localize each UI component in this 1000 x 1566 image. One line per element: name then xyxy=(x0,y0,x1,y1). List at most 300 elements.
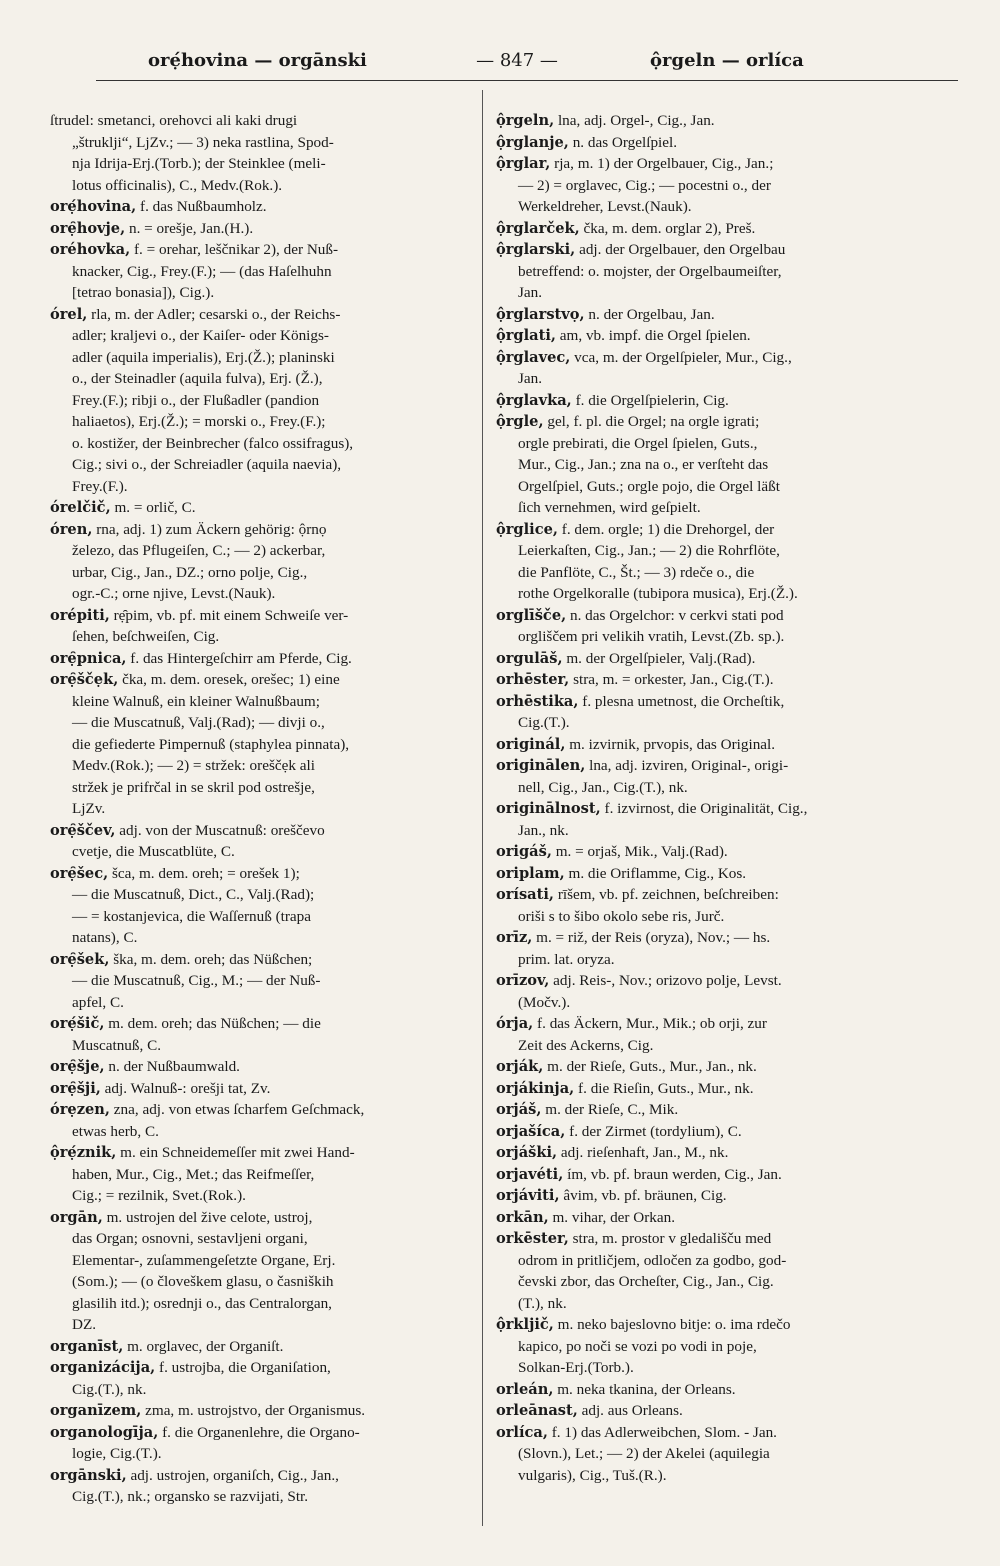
entry-line xyxy=(496,325,912,347)
entry-line xyxy=(496,196,912,218)
entry-text: f. das Hintergeſchirr am Pferde, Cig. xyxy=(126,649,352,667)
entry-text: železo, das Pflugeiſen, C.; — 2) ackerbar, xyxy=(72,542,326,559)
entry-text: Cig.(T.), nk. xyxy=(72,1380,147,1398)
entry-text: f. die Orgelſpielerin, Cig. xyxy=(571,391,729,409)
entry-line xyxy=(496,691,912,713)
entry-line xyxy=(50,132,470,154)
entry-headword: orjáviti, xyxy=(496,1187,560,1204)
entry-text: ſehen, beſchweiſen, Cig. xyxy=(72,628,220,645)
dictionary-entry xyxy=(50,1013,470,1056)
entry-text: čka, m. dem. oresek, orešec; 1) eine xyxy=(118,671,340,688)
entry-line xyxy=(50,1099,470,1121)
dictionary-entry xyxy=(496,1099,912,1121)
dictionary-entry xyxy=(50,669,470,820)
entry-text: šca, m. dem. oreh; = orešek 1); xyxy=(108,864,300,882)
entry-text: f. der Zirmet (tordylium), C. xyxy=(565,1122,742,1140)
entry-headword: orẹ̑šek, xyxy=(50,950,110,968)
entry-headword: oriplam, xyxy=(496,864,565,882)
dictionary-entry xyxy=(496,863,912,885)
dictionary-entry xyxy=(50,1422,470,1465)
entry-headword: orẹ̑šje, xyxy=(50,1058,105,1075)
entry-line xyxy=(496,261,912,283)
entry-text: (Močv.). xyxy=(518,993,571,1011)
entry-line xyxy=(496,454,912,476)
entry-headword: orẹ̑šji, xyxy=(50,1079,101,1097)
entry-text: adj. Walnuß-: orešji tat, Zv. xyxy=(100,1079,271,1097)
entry-line xyxy=(496,927,912,949)
entry-line xyxy=(496,562,912,584)
entry-text: Frey.(F.). xyxy=(72,477,128,495)
entry-headword: óren, xyxy=(50,520,93,538)
entry-text: čka, m. dem. orglar 2), Preš. xyxy=(579,219,756,237)
entry-text: adj. von der Muscatnuß: oreščevo xyxy=(115,821,325,839)
dictionary-entry xyxy=(496,325,912,347)
entry-line xyxy=(496,583,912,605)
entry-headword: ộrgeln, xyxy=(496,112,555,129)
entry-text: f. ustrojba, die Organiſation, xyxy=(155,1359,331,1376)
entry-line xyxy=(496,1056,912,1078)
dictionary-entry xyxy=(50,863,470,949)
dictionary-entry xyxy=(496,669,912,691)
entry-text: Cig.; = rezilnik, Svet.(Rok.). xyxy=(72,1187,246,1204)
dictionary-entry xyxy=(496,798,912,841)
entry-text: Orgelſpiel, Guts.; orgle pojo, die Orgel läßt xyxy=(518,477,780,495)
entry-line xyxy=(496,1443,912,1465)
dictionary-entry xyxy=(496,218,912,240)
entry-line xyxy=(496,304,912,326)
entry-text: etwas herb, C. xyxy=(72,1122,159,1140)
dictionary-entry xyxy=(496,755,912,798)
dictionary-entry xyxy=(496,927,912,970)
entry-headword: orjákinja, xyxy=(496,1079,575,1097)
entry-text: LjZv. xyxy=(72,800,106,817)
entry-text: Frey.(F.); ribji o., der Flußadler (pandion xyxy=(72,391,320,409)
entry-text: o. kostižer, der Beinbrecher (falco ossifragus), xyxy=(72,434,354,452)
dictionary-entry xyxy=(50,304,470,498)
entry-text: stra, m. prostor v gledališču med xyxy=(568,1230,772,1247)
entry-line xyxy=(496,841,912,863)
dictionary-entry xyxy=(496,1078,912,1100)
entry-line xyxy=(50,368,470,390)
entry-text: n. der Nußbaumwald. xyxy=(104,1058,240,1075)
entry-text: Medv.(Rok.); — 2) = stržek: oreščẹk ali xyxy=(72,757,315,774)
entry-line xyxy=(50,218,470,240)
entry-line xyxy=(50,1379,470,1401)
entry-line xyxy=(50,196,470,218)
entry-text: f. das Nußbaumholz. xyxy=(136,198,267,215)
entry-headword: orjáški, xyxy=(496,1144,558,1161)
entry-text: natans), C. xyxy=(72,929,138,946)
entry-headword: orgānski, xyxy=(50,1466,127,1484)
entry-line xyxy=(50,1271,470,1293)
dictionary-entry xyxy=(50,196,470,218)
entry-line xyxy=(496,1293,912,1315)
entry-headword: ộrglarski, xyxy=(496,241,576,258)
dictionary-entry xyxy=(50,605,470,648)
entry-text: logie, Cig.(T.). xyxy=(72,1445,162,1462)
entry-line xyxy=(50,949,470,971)
entry-text: Jan. xyxy=(518,284,543,301)
entry-line xyxy=(496,1250,912,1272)
entry-text: vulgaris), Cig., Tuš.(R.). xyxy=(518,1466,667,1484)
dictionary-entry xyxy=(496,1379,912,1401)
entry-headword: ộrglati, xyxy=(496,327,556,344)
entry-headword: organologīja, xyxy=(50,1423,159,1441)
entry-line xyxy=(50,669,470,691)
entry-line xyxy=(50,777,470,799)
entry-line xyxy=(496,1078,912,1100)
entry-line xyxy=(496,648,912,670)
dictionary-entry xyxy=(496,1056,912,1078)
entry-line xyxy=(50,1121,470,1143)
entry-headword: orhēstika, xyxy=(496,692,579,710)
entry-text: f. = orehar, leščnikar 2), der Nuß- xyxy=(130,241,339,258)
entry-text: m. der Rieſe, C., Mik. xyxy=(541,1101,679,1118)
entry-line xyxy=(496,540,912,562)
entry-line xyxy=(50,1207,470,1229)
entry-line xyxy=(50,1400,470,1422)
entry-text: m. der Rieſe, Guts., Mur., Jan., nk. xyxy=(543,1058,757,1075)
entry-line xyxy=(50,863,470,885)
entry-text: rna, adj. 1) zum Äckern gehörig: ộrnọ xyxy=(92,520,327,538)
entry-line xyxy=(50,884,470,906)
entry-line xyxy=(496,1099,912,1121)
entry-headword: orīzov, xyxy=(496,972,550,989)
dictionary-entry xyxy=(496,239,912,304)
entry-text: rla, m. der Adler; cesarski o., der Reichs- xyxy=(87,305,341,323)
entry-line xyxy=(50,304,470,326)
header-rule xyxy=(96,80,958,81)
entry-text: am, vb. impf. die Orgel ſpielen. xyxy=(556,327,751,344)
entry-text: n. der Orgelbau, Jan. xyxy=(584,305,715,323)
entry-headword: orẹ̑šec, xyxy=(50,864,109,882)
entry-headword: ộrglavka, xyxy=(496,391,572,409)
entry-line xyxy=(496,110,912,132)
entry-text: — die Muscatnuß, Cig., M.; — der Nuß- xyxy=(72,972,321,989)
dictionary-entry xyxy=(496,1314,912,1379)
entry-text: stržek je prifrčal in se skril pod ostrešje, xyxy=(72,778,315,796)
dictionary-entry xyxy=(496,304,912,326)
entry-headword: ộrglavec, xyxy=(496,348,571,366)
dictionary-entry xyxy=(496,132,912,154)
entry-line xyxy=(496,1035,912,1057)
entry-text: lna, adj. izviren, Original-, origi- xyxy=(585,757,789,774)
entry-line xyxy=(50,820,470,842)
entry-line xyxy=(496,1228,912,1250)
entry-line xyxy=(496,433,912,455)
entry-headword: organīzem, xyxy=(50,1402,142,1419)
entry-text: n. das Orgelchor: v cerkvi stati pod xyxy=(566,606,784,624)
entry-line xyxy=(496,884,912,906)
entry-line xyxy=(496,605,912,627)
entry-line xyxy=(496,519,912,541)
entry-line xyxy=(50,927,470,949)
entry-text: zna, adj. von etwas ſcharfem Geſchmack, xyxy=(109,1101,365,1118)
entry-headword: originál, xyxy=(496,735,566,753)
entry-text: ſtrudel: smetanci, orehovci ali kaki drugi xyxy=(50,112,298,129)
dictionary-entry xyxy=(496,734,912,756)
entry-text: lotus officinalis), C., Medv.(Rok.). xyxy=(72,176,283,194)
entry-headword: orépiti, xyxy=(50,606,110,624)
entry-line xyxy=(496,949,912,971)
entry-text: âvim, vb. pf. bräunen, Cig. xyxy=(559,1187,727,1204)
entry-text: m. izvirnik, prvopis, das Original. xyxy=(565,735,776,753)
entry-text: Jan., nk. xyxy=(518,821,569,839)
entry-text: orgliščem pri velikih vratih, Levst.(Zb. sp.). xyxy=(518,628,785,645)
entry-line xyxy=(50,1465,470,1487)
entry-headword: orísati, xyxy=(496,886,555,903)
entry-line xyxy=(50,992,470,1014)
entry-headword: orgulāš, xyxy=(496,649,563,667)
entry-headword: originālen, xyxy=(496,757,586,774)
entry-text: ím, vb. pf. braun werden, Cig., Jan. xyxy=(563,1165,782,1183)
dictionary-entry xyxy=(50,1207,470,1336)
entry-line xyxy=(50,347,470,369)
entry-line xyxy=(50,1228,470,1250)
entry-text: m. ein Schneidemeſſer mit zwei Hand- xyxy=(116,1144,355,1161)
entry-line xyxy=(496,239,912,261)
entry-line xyxy=(496,1121,912,1143)
entry-headword: ộrglar, xyxy=(496,155,551,172)
entry-text: urbar, Cig., Jan., DZ.; orno polje, Cig., xyxy=(72,563,308,581)
page-header xyxy=(50,44,960,78)
entry-headword: oréhovka, xyxy=(50,241,131,258)
entry-line xyxy=(50,1164,470,1186)
dictionary-entry xyxy=(50,110,470,196)
entry-text: prim. lat. oryza. xyxy=(518,950,615,968)
entry-headword: orlíca, xyxy=(496,1423,548,1441)
dictionary-entry xyxy=(50,239,470,304)
entry-text: Zeit des Ackerns, Cig. xyxy=(518,1036,654,1054)
dictionary-entry xyxy=(496,390,912,412)
entry-text: adler (aquila imperialis), Erj.(Ž.); planinski xyxy=(72,348,335,366)
entry-line xyxy=(50,1357,470,1379)
entry-line xyxy=(496,368,912,390)
entry-text: zma, m. ustrojstvo, der Organismus. xyxy=(141,1402,366,1419)
dictionary-entry xyxy=(496,519,912,605)
entry-line xyxy=(496,1164,912,1186)
entry-line xyxy=(50,153,470,175)
entry-line xyxy=(50,175,470,197)
entry-headword: orjašíca, xyxy=(496,1122,566,1140)
entry-text: oriši s to šibo okolo sebe ris, Jurč. xyxy=(518,907,725,925)
entry-line xyxy=(496,1271,912,1293)
entry-text: Solkan-Erj.(Torb.). xyxy=(518,1359,634,1376)
entry-text: Jan. xyxy=(518,370,543,387)
entry-text: gel, f. pl. die Orgel; na orgle igrati; xyxy=(543,413,760,430)
entry-line xyxy=(496,798,912,820)
entry-line xyxy=(496,411,912,433)
entry-headword: originālnost, xyxy=(496,800,601,817)
entry-line xyxy=(496,669,912,691)
entry-text: adj. rieſenhaft, Jan., M., nk. xyxy=(557,1144,729,1161)
column-divider xyxy=(482,90,483,1526)
entry-text: Mur., Cig., Jan.; zna na o., er verſteht das xyxy=(518,456,769,473)
dictionary-entry xyxy=(496,1013,912,1056)
entry-line xyxy=(496,476,912,498)
entry-text: Leierkaſten, Cig., Jan.; — 2) die Rohrflöte, xyxy=(518,542,780,559)
entry-line xyxy=(50,519,470,541)
entry-headword: orhēster, xyxy=(496,671,570,688)
entry-line xyxy=(496,777,912,799)
entry-line xyxy=(50,691,470,713)
entry-text: f. 1) das Adlerweibchen, Slom. - Jan. xyxy=(547,1423,777,1441)
dictionary-entry xyxy=(50,1142,470,1207)
entry-line xyxy=(496,1422,912,1444)
entry-text: haliaetos), Erj.(Ž.); = morski o., Frey.(F.); xyxy=(72,413,326,430)
entry-line xyxy=(50,1486,470,1508)
entry-text: m. die Oriflamme, Cig., Kos. xyxy=(564,864,747,882)
entry-text: haben, Mur., Cig., Met.; das Reifmeſſer, xyxy=(72,1165,315,1183)
dictionary-entry xyxy=(50,1336,470,1358)
entry-line xyxy=(50,390,470,412)
entry-line xyxy=(50,110,470,132)
dictionary-entry xyxy=(496,1121,912,1143)
entry-line xyxy=(496,820,912,842)
entry-line xyxy=(50,1250,470,1272)
dictionary-entry xyxy=(496,1400,912,1422)
entry-headword: orkēster, xyxy=(496,1230,569,1247)
entry-headword: órẹzen, xyxy=(50,1101,110,1118)
entry-text: nell, Cig., Jan., Cig.(T.), nk. xyxy=(518,778,688,796)
entry-line xyxy=(496,1379,912,1401)
entry-headword: orleānast, xyxy=(496,1402,578,1419)
entry-text: m. ustrojen del žive celote, ustroj, xyxy=(102,1208,313,1226)
dictionary-entry xyxy=(50,218,470,240)
entry-line xyxy=(496,755,912,777)
entry-headword: orẹ́hovina, xyxy=(50,198,137,215)
entry-text: f. dem. orgle; 1) die Drehorgel, der xyxy=(557,520,775,538)
entry-text: f. plesna umetnost, die Orcheſtik, xyxy=(578,692,785,710)
entry-text: Cig.(T.), nk.; organsko se razvijati, Str. xyxy=(72,1488,309,1505)
entry-line xyxy=(496,863,912,885)
entry-text: čevski zbor, das Orcheſter, Cig., Jan., Cig. xyxy=(518,1273,774,1290)
entry-line xyxy=(50,626,470,648)
entry-headword: órelčič, xyxy=(50,499,111,516)
entry-line xyxy=(496,347,912,369)
entry-text: (T.), nk. xyxy=(518,1294,567,1312)
entry-text: m. neka tkanina, der Orleans. xyxy=(553,1380,736,1398)
entry-line xyxy=(496,626,912,648)
entry-line xyxy=(50,239,470,261)
entry-line xyxy=(50,1035,470,1057)
dictionary-entry xyxy=(50,519,470,605)
entry-line xyxy=(50,1078,470,1100)
entry-line xyxy=(496,734,912,756)
dictionary-entry xyxy=(50,1357,470,1400)
entry-text: o., der Steinadler (aquila fulva), Erj. (Ž.), xyxy=(72,370,323,387)
entry-line xyxy=(50,712,470,734)
entry-line xyxy=(50,454,470,476)
entry-line xyxy=(50,605,470,627)
dictionary-entry xyxy=(496,841,912,863)
entry-headword: orleán, xyxy=(496,1380,554,1398)
entry-line xyxy=(50,648,470,670)
dictionary-entry xyxy=(50,1465,470,1508)
entry-text: — 2) = orglavec, Cig.; — pocestni o., der xyxy=(518,176,771,194)
dictionary-entry xyxy=(496,1185,912,1207)
header-right-guideword: ộrgeln — orlíca xyxy=(650,50,804,71)
dictionary-entry xyxy=(50,1099,470,1142)
entry-text: n. das Orgelſpiel. xyxy=(568,133,678,151)
header-left-guideword: orẹ́hovina — orgānski xyxy=(148,50,367,71)
entry-line xyxy=(496,1185,912,1207)
entry-text: kleine Walnuß, ein kleiner Walnußbaum; xyxy=(72,692,320,710)
entry-line xyxy=(50,282,470,304)
entry-headword: ộrẹ́znik, xyxy=(50,1144,117,1161)
dictionary-entry xyxy=(496,411,912,519)
entry-line xyxy=(50,841,470,863)
entry-text: rja, m. 1) der Orgelbauer, Cig., Jan.; xyxy=(550,155,774,172)
entry-line xyxy=(496,906,912,928)
entry-headword: ộrglarstvọ, xyxy=(496,305,585,323)
entry-text: m. = orjaš, Mik., Valj.(Rad). xyxy=(551,843,728,860)
entry-text: adj. aus Orleans. xyxy=(577,1402,683,1419)
dictionary-entry xyxy=(496,110,912,132)
dictionary-entry xyxy=(496,1228,912,1314)
entry-line xyxy=(50,497,470,519)
entry-headword: ộrglarček, xyxy=(496,219,580,237)
entry-line xyxy=(50,411,470,433)
dictionary-entry xyxy=(496,648,912,670)
entry-text: m. = orlič, C. xyxy=(110,499,196,516)
dictionary-entry xyxy=(50,648,470,670)
entry-text: m. der Orgelſpieler, Valj.(Rad). xyxy=(562,649,756,667)
entry-line xyxy=(50,1142,470,1164)
dictionary-entry xyxy=(496,605,912,648)
entry-text: [tetrao bonasia]), Cig.). xyxy=(72,284,215,301)
entry-headword: orẹ́šič, xyxy=(50,1015,105,1032)
entry-text: Cig.; sivi o., der Schreiadler (aquila naevia), xyxy=(72,456,342,473)
entry-text: adj. ustrojen, organiſch, Cig., Jan., xyxy=(126,1466,339,1484)
entry-line xyxy=(496,282,912,304)
entry-line xyxy=(50,261,470,283)
entry-line xyxy=(496,390,912,412)
entry-line xyxy=(50,1013,470,1035)
entry-headword: orẹ̑ščev, xyxy=(50,821,116,839)
entry-text: m. = riž, der Reis (oryza), Nov.; — hs. xyxy=(532,929,771,946)
entry-line xyxy=(496,1207,912,1229)
entry-text: (Som.); — (o človeškem glasu, o časniških xyxy=(72,1273,334,1290)
entry-text: nja Idrija-Erj.(Torb.); der Steinklee (meli- xyxy=(72,155,326,172)
entry-headword: organizácija, xyxy=(50,1359,156,1376)
entry-line xyxy=(496,1314,912,1336)
entry-text: n. = orešje, Jan.(H.). xyxy=(125,219,254,237)
entry-text: rothe Orgelkoralle (tubipora musica), Erj.(Ž.). xyxy=(518,585,798,602)
entry-text: knacker, Cig., Frey.(F.); — (das Haſelhuhn xyxy=(72,262,332,280)
entry-line xyxy=(50,970,470,992)
entry-headword: ộrglice, xyxy=(496,520,558,538)
dictionary-entry xyxy=(496,884,912,927)
entry-line xyxy=(496,497,912,519)
entry-text: f. die Rieſin, Guts., Mur., nk. xyxy=(574,1079,754,1097)
entry-text: rīšem, vb. pf. zeichnen, beſchreiben: xyxy=(554,886,779,903)
entry-headword: órel, xyxy=(50,305,88,323)
entry-headword: organīst, xyxy=(50,1337,124,1355)
entry-text: Cig.(T.). xyxy=(518,714,570,731)
dictionary-entry xyxy=(50,1400,470,1422)
entry-line xyxy=(50,798,470,820)
entry-headword: orkān, xyxy=(496,1208,549,1226)
dictionary-entry xyxy=(496,153,912,218)
entry-text: — die Muscatnuß, Valj.(Rad); — divji o., xyxy=(72,714,325,731)
entry-text: ſich vernehmen, wird geſpielt. xyxy=(518,499,701,516)
entry-line xyxy=(50,1443,470,1465)
entry-text: „štruklji“, LjZv.; — 3) neka rastlina, Spod- xyxy=(72,133,334,151)
dictionary-entry xyxy=(496,1164,912,1186)
entry-text: adler; kraljevi o., der Kaiſer- oder Königs- xyxy=(72,327,329,344)
dictionary-entry xyxy=(50,497,470,519)
